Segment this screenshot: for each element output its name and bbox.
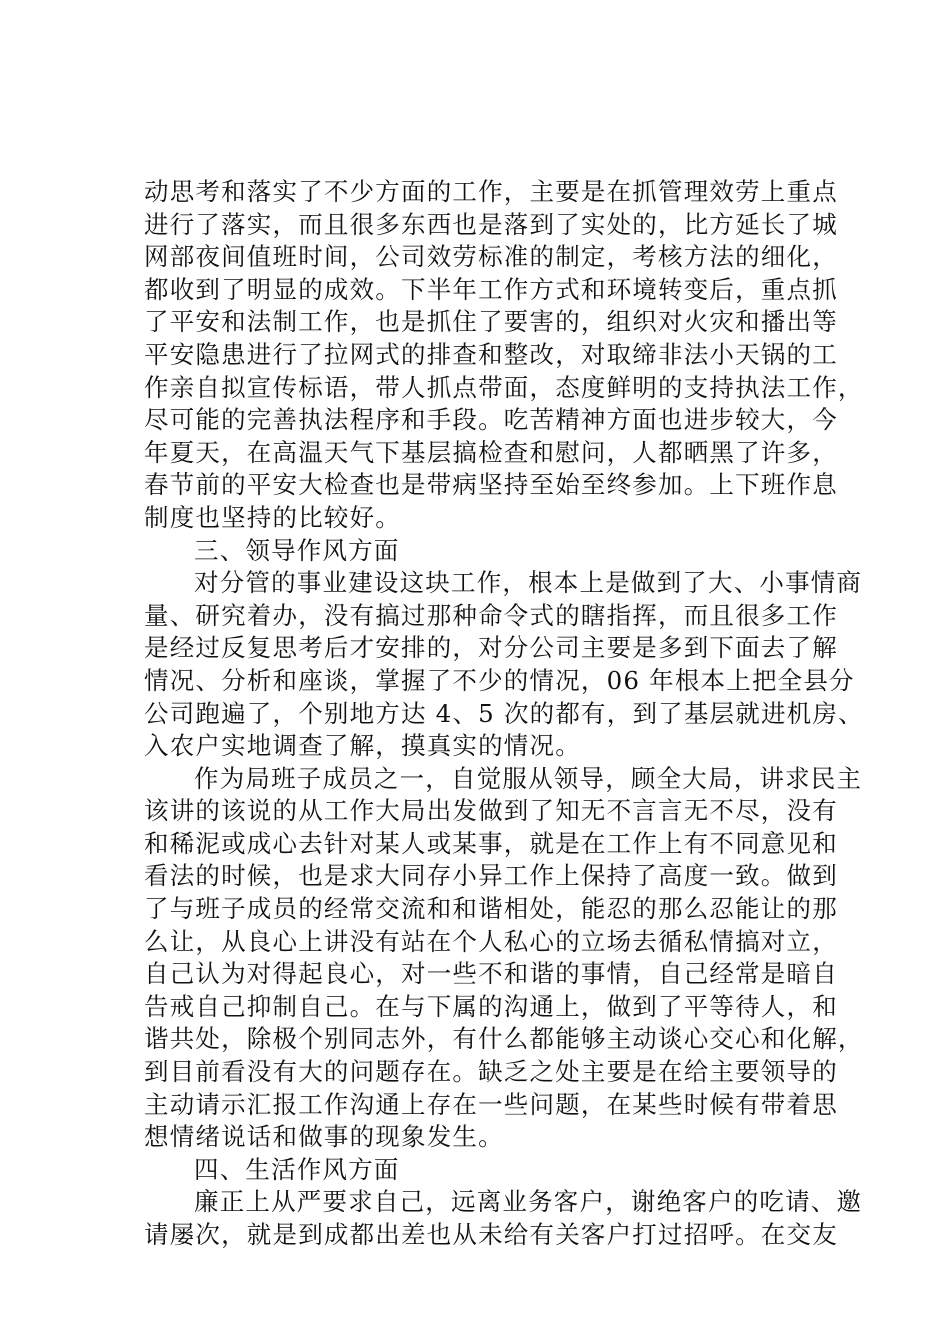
- section-heading: 四、生活作风方面: [194, 1154, 400, 1184]
- text-line: 看法的时候，也是求大同存小异工作上保持了高度一致。做到: [144, 861, 838, 891]
- section-heading: 三、领导作风方面: [194, 535, 400, 565]
- text-line: 制度也坚持的比较好。: [144, 502, 401, 532]
- text-line: 该讲的该说的从工作大局出发做到了知无不言言无不尽，没有: [144, 796, 838, 826]
- text-line: 了与班子成员的经常交流和和谐相处，能忍的那么忍能让的那: [144, 894, 838, 924]
- text-line: 平安隐患进行了拉网式的排查和整改，对取缔非法小天锅的工: [144, 339, 838, 369]
- text-line: 进行了落实，而且很多东西也是落到了实处的，比方延长了城: [144, 209, 838, 239]
- text-line: 请屡次，就是到成都出差也从未给有关客户打过招呼。在交友: [144, 1220, 838, 1249]
- text-line: 和稀泥或成心去针对某人或某事，就是在工作上有不同意见和: [144, 828, 838, 858]
- text-line: 量、研究着办，没有搞过那种命令式的瞎指挥，而且很多工作: [144, 600, 838, 630]
- text-line: 情况、分析和座谈，掌握了不少的情况，06 年根本上把全县分: [144, 665, 855, 695]
- text-line: 了平安和法制工作，也是抓住了要害的，组织对火灾和播出等: [144, 307, 838, 337]
- text-line: 尽可能的完善执法程序和手段。吃苦精神方面也进步较大，今: [144, 405, 838, 435]
- text-line: 想情绪说话和做事的现象发生。: [144, 1122, 504, 1152]
- paragraph-first-line: 对分管的事业建设这块工作，根本上是做到了大、小事情商: [194, 568, 863, 598]
- text-line: 告戒自己抑制自己。在与下属的沟通上，做到了平等待人，和: [144, 991, 838, 1021]
- text-line: 自己认为对得起良心，对一些不和谐的事情，自己经常是暗自: [144, 959, 838, 989]
- text-line: 动思考和落实了不少方面的工作，主要是在抓管理效劳上重点: [144, 177, 838, 206]
- text-line: 主动请示汇报工作沟通上存在一些问题，在某些时候有带着思: [144, 1089, 838, 1119]
- text-line: 么让，从良心上讲没有站在个人私心的立场去循私情搞对立，: [144, 926, 838, 956]
- text-line: 是经过反复思考后才安排的，对分公司主要是多到下面去了解: [144, 633, 838, 663]
- paragraph-first-line: 作为局班子成员之一，自觉服从领导，顾全大局，讲求民主: [194, 763, 863, 793]
- text-line: 谐共处，除极个别同志外，有什么都能够主动谈心交心和化解，: [144, 1024, 864, 1054]
- text-line: 都收到了明显的成效。下半年工作方式和环境转变后，重点抓: [144, 274, 838, 304]
- text-line: 年夏天，在高温天气下基层搞检查和慰问，人都晒黑了许多，: [144, 437, 838, 467]
- text-line: 春节前的平安大检查也是带病坚持至始至终参加。上下班作息: [144, 470, 838, 500]
- text-line: 入农户实地调查了解，摸真实的情况。: [144, 731, 581, 761]
- text-line: 到目前看没有大的问题存在。缺乏之处主要是在给主要领导的: [144, 1057, 838, 1087]
- paragraph-first-line: 廉正上从严要求自己，远离业务客户，谢绝客户的吃请、邀: [194, 1187, 863, 1217]
- text-line: 公司跑遍了，个别地方达 4、5 次的都有，到了基层就进机房、: [144, 698, 864, 728]
- text-line: 作亲自拟宣传标语，带人抓点带面，态度鲜明的支持执法工作，: [144, 372, 864, 402]
- document-body: [144, 176, 864, 1252]
- text-line: 网部夜间值班时间，公司效劳标准的制定，考核方法的细化，: [144, 242, 838, 272]
